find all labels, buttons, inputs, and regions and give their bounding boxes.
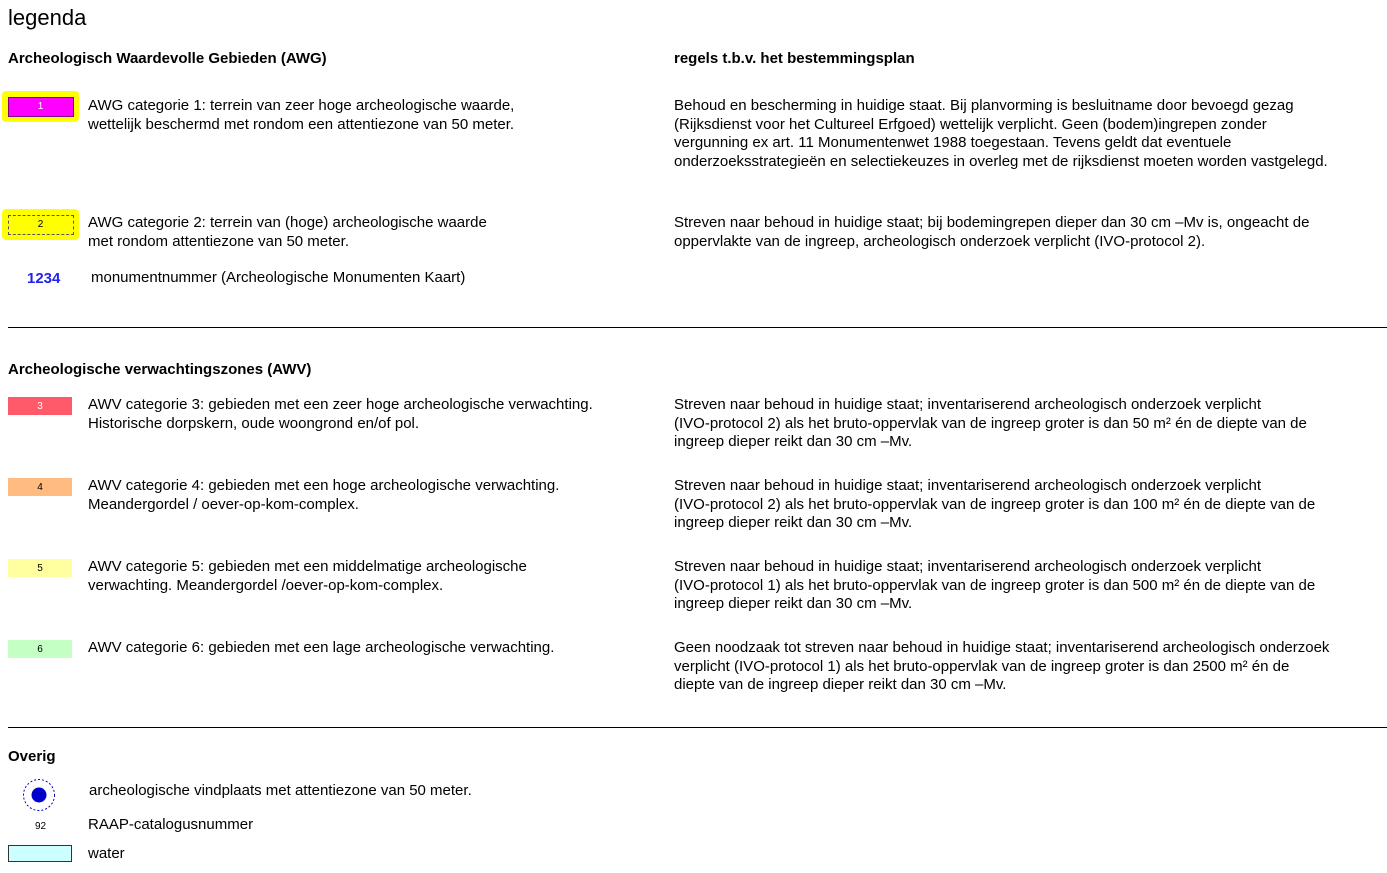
findspot-description: archeologische vindplaats met attentiezone van 50 meter. xyxy=(89,782,472,799)
awg2-swatch xyxy=(2,209,79,240)
awv6-description: AWV categorie 6: gebieden met een lage archeologische verwachting. xyxy=(88,639,555,656)
overig-heading: Overig xyxy=(8,748,56,765)
awv3-swatch xyxy=(8,397,72,415)
rules-heading: regels t.b.v. het bestemmingsplan xyxy=(674,50,915,67)
water-description: water xyxy=(88,845,125,862)
awg1-swatch-label: 1 xyxy=(8,97,74,117)
awg1-description: AWG categorie 1: terrein van zeer hoge archeologische waarde, wettelijk beschermd met rondom een attentiezone van 50 meter. xyxy=(88,97,515,133)
awv-heading: Archeologische verwachtingszones (AWV) xyxy=(8,361,312,378)
awv4-swatch-label: 4 xyxy=(37,481,43,493)
awg-heading: Archeologisch Waardevolle Gebieden (AWG) xyxy=(8,50,327,67)
legend-title: legenda xyxy=(8,5,87,30)
awv5-rule: Streven naar behoud in huidige staat; inventariserend archeologisch onderzoek verplicht (IVO-protocol 1) als het bruto-oppervlak van de ingreep groter is dan 500 m² én de diepte van de ingreep dieper reikt dan 30 cm –Mv. xyxy=(674,558,1316,612)
monument-number: 1234 xyxy=(27,270,61,287)
awv6-swatch xyxy=(8,640,72,658)
section-divider xyxy=(8,727,1387,728)
catalog-description: RAAP-catalogusnummer xyxy=(88,816,254,833)
awv5-description: AWV categorie 5: gebieden met een middelmatige archeologische verwachting. Meandergordel /oever-op-kom-complex. xyxy=(88,558,527,594)
catalog-number: 92 xyxy=(35,821,47,832)
awv5-swatch-label: 5 xyxy=(37,562,43,574)
monument-description: monumentnummer (Archeologische Monumenten Kaart) xyxy=(91,269,466,286)
awv4-description: AWV categorie 4: gebieden met een hoge archeologische verwachting. Meandergordel / oever-op-kom-complex. xyxy=(88,477,560,513)
awv6-rule: Geen noodzaak tot streven naar behoud in huidige staat; inventariserend archeologisch onderzoek verplicht (IVO-protocol 1) als het bruto-oppervlak van de ingreep groter is dan 2500 m² én de diepte van de ingreep dieper reikt dan 30 cm –Mv. xyxy=(674,639,1330,693)
findspot-icon xyxy=(22,778,56,812)
water-swatch xyxy=(8,845,72,862)
awg2-swatch-label: 2 xyxy=(8,215,74,235)
awv5-swatch xyxy=(8,559,72,577)
awg1-swatch xyxy=(2,91,79,122)
awg2-description: AWG categorie 2: terrein van (hoge) archeologische waarde met rondom attentiezone van 50 meter. xyxy=(88,214,487,250)
awv3-description: AWV categorie 3: gebieden met een zeer hoge archeologische verwachting. Historische dorpskern, oude woongrond en/of pol. xyxy=(88,396,593,432)
awg2-rule: Streven naar behoud in huidige staat; bij bodemingrepen dieper dan 30 cm –Mv is, ongeacht de oppervlakte van de ingreep, archeologisch onderzoek verplicht (IVO-protocol 2). xyxy=(674,214,1310,250)
awg1-rule: Behoud en bescherming in huidige staat. Bij planvorming is besluitname door bevoegd gezag (Rijksdienst voor het Cultureel Erfgoed) wettelijk verplicht. Geen (bodem)ingrepen zonder vergunning ex art. 11 Monumentenwet 1988 toegestaan. Tevens geldt dat eventuele onderzoeksstrategieën en selectiekeuzes in overleg met de rijksdienst moeten worden vastgelegd. xyxy=(674,97,1328,170)
awv4-swatch xyxy=(8,478,72,496)
section-divider xyxy=(8,327,1387,328)
awv3-rule: Streven naar behoud in huidige staat; inventariserend archeologisch onderzoek verplicht (IVO-protocol 2) als het bruto-oppervlak van de ingreep groter is dan 50 m² én de diepte van de ingreep dieper reikt dan 30 cm –Mv. xyxy=(674,396,1307,450)
awv3-swatch-label: 3 xyxy=(37,400,43,412)
awv6-swatch-label: 6 xyxy=(37,643,43,655)
awv4-rule: Streven naar behoud in huidige staat; inventariserend archeologisch onderzoek verplicht (IVO-protocol 2) als het bruto-oppervlak van de ingreep groter is dan 100 m² én de diepte van de ingreep dieper reikt dan 30 cm –Mv. xyxy=(674,477,1316,531)
